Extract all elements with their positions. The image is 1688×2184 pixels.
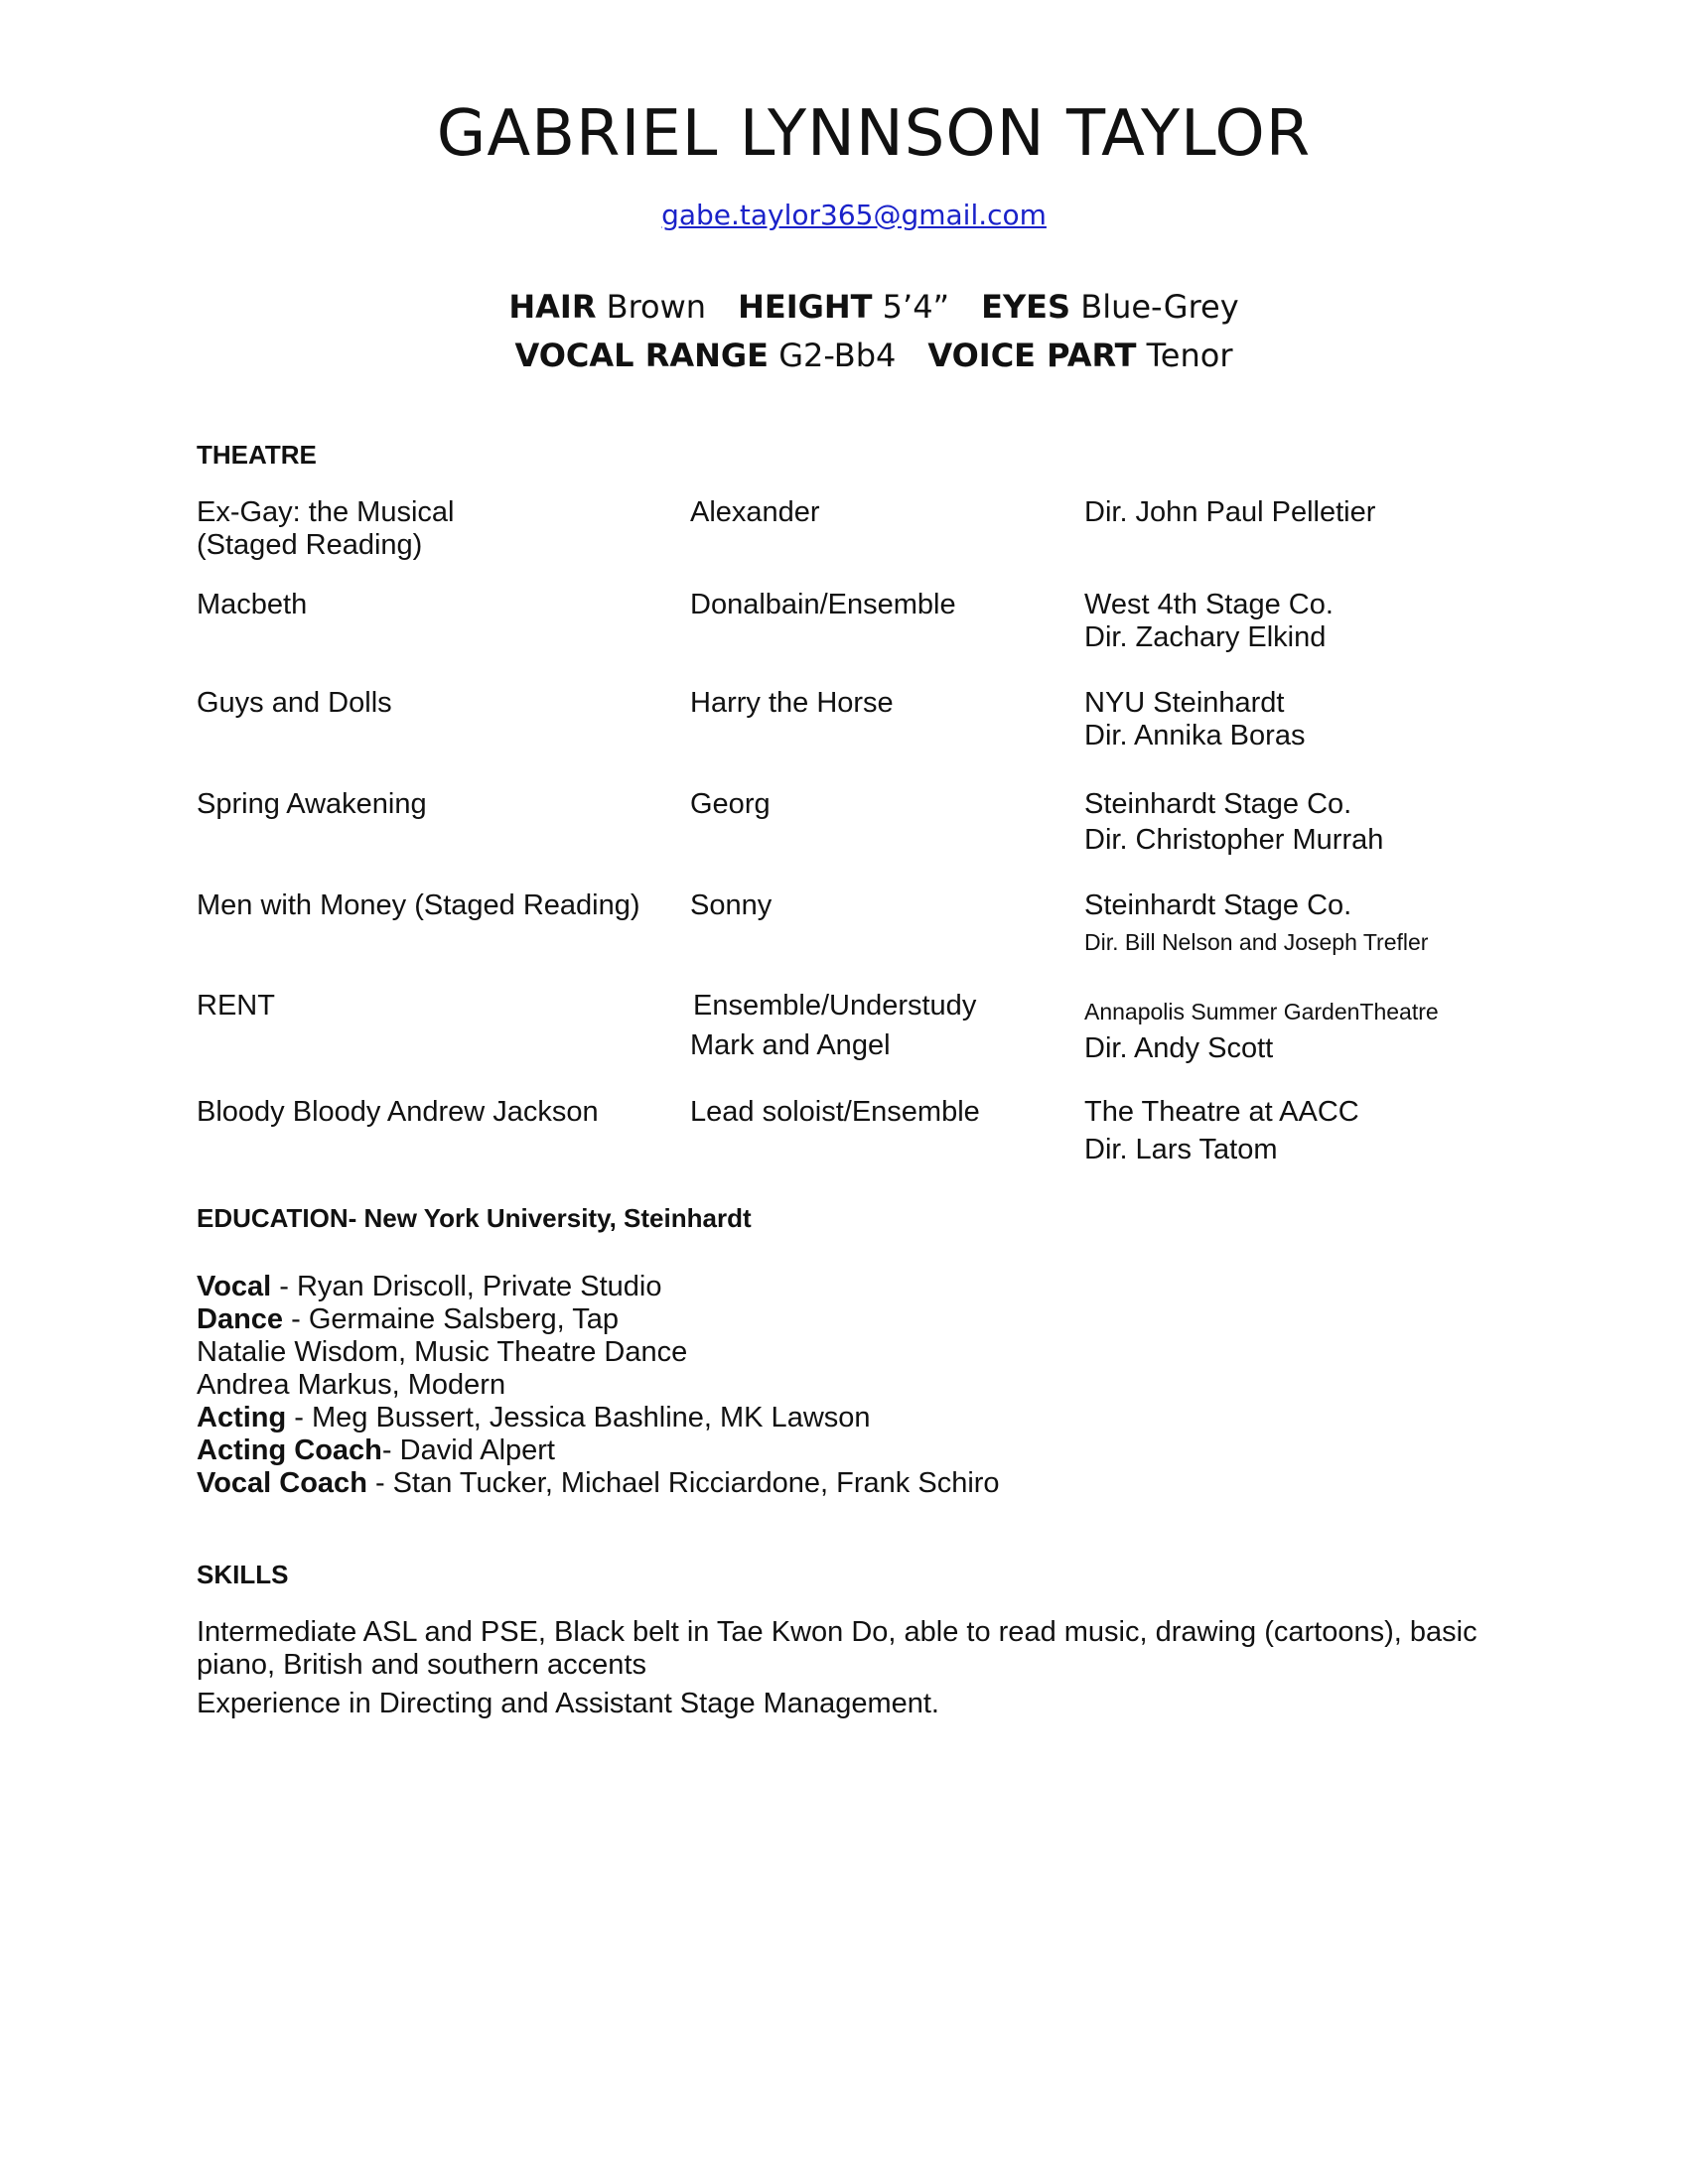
education-label: Acting Coach [197,1434,382,1466]
education-line [197,1467,1000,1500]
education-text: Natalie Wisdom, Music Theatre Dance [197,1336,688,1368]
credit-show [197,589,307,621]
education-text: - Ryan Driscoll, Private Studio [271,1271,662,1302]
education-text: Andrea Markus, Modern [197,1369,506,1401]
company-line: Steinhardt Stage Co. [1084,889,1352,921]
role-line: Sonny [690,889,773,921]
credit-company [1084,889,1428,959]
credit-show [197,1096,599,1129]
show-line: Men with Money (Staged Reading) [197,889,640,921]
skills-paragraph: Experience in Directing and Assistant Stage Management. [197,1688,939,1719]
show-line: Ex-Gay: the Musical [197,496,455,528]
eyes-label: EYES [981,288,1071,326]
role-line: Georg [690,788,771,820]
company-line: NYU Steinhardt [1084,687,1285,719]
education-line [197,1336,687,1369]
skills-heading: SKILLS [197,1560,289,1589]
company-line: The Theatre at AACC [1084,1096,1359,1128]
show-line: Guys and Dolls [197,687,392,719]
skills-paragraph: Intermediate ASL and PSE, Black belt in Tae Kwon Do, able to read music, drawing (cartoons), basic piano, British and southern accents [197,1616,1477,1681]
credit-show [197,496,454,562]
height-value: 5’4” [882,288,950,326]
vocal-range-label: VOCAL RANGE [514,337,770,374]
credit-show [197,990,275,1023]
credit-role [690,889,772,922]
credit-role [690,589,956,621]
education-line [197,1303,619,1336]
email-line [0,199,1688,231]
company-line: Steinhardt Stage Co. [1084,788,1352,820]
email-link[interactable]: gabe.taylor365@gmail.com [661,199,1047,231]
show-line: Bloody Bloody Andrew Jackson [197,1096,599,1128]
company-line: Dir. Andy Scott [1084,1032,1274,1064]
credit-company [1084,496,1375,529]
company-line: Dir. Christopher Murrah [1084,824,1384,856]
voice-part-value: Tenor [1146,337,1233,374]
role-line: Alexander [690,496,820,528]
credit-company [1084,788,1383,857]
education-line [197,1271,661,1303]
credit-role [690,687,894,720]
credit-role [690,990,976,1062]
voice-part-label: VOICE PART [927,337,1137,374]
credit-role [690,496,820,529]
company-line: Dir. Annika Boras [1084,720,1306,751]
credit-company [1084,589,1334,654]
performer-name: GABRIEL LYNNSON TAYLOR [436,97,1312,171]
physical-stats-line [0,288,1688,326]
credit-company [1084,687,1305,752]
hair-value: Brown [606,288,707,326]
credit-role [690,788,771,821]
credit-company [1084,1096,1359,1166]
show-line: RENT [197,990,275,1022]
height-label: HEIGHT [738,288,873,326]
education-line [197,1434,555,1467]
company-line: Dir. John Paul Pelletier [1084,496,1376,528]
education-label: Dance [197,1303,284,1335]
vocal-stats-line [0,337,1688,374]
education-line [197,1369,505,1402]
role-line: Donalbain/Ensemble [690,589,956,620]
vocal-range-value: G2-Bb4 [778,337,897,374]
role-line: Harry the Horse [690,687,894,719]
education-label: Vocal [197,1271,272,1302]
hair-label: HAIR [508,288,597,326]
credit-show [197,687,392,720]
role-line: Lead soloist/Ensemble [690,1096,980,1128]
show-line: Macbeth [197,589,308,620]
education-text: - Stan Tucker, Michael Ricciardone, Frank Schiro [366,1467,1000,1499]
credit-company [1084,990,1439,1065]
company-line: West 4th Stage Co. [1084,589,1334,620]
education-text: - Meg Bussert, Jessica Bashline, MK Lawson [286,1402,871,1433]
show-line: (Staged Reading) [197,529,423,561]
company-line: Dir. Lars Tatom [1084,1134,1278,1165]
credit-role [690,1096,980,1129]
credit-show [197,788,427,821]
education-heading: EDUCATION- New York University, Steinhardt [197,1203,752,1233]
eyes-value: Blue-Grey [1080,288,1239,326]
education-text: - David Alpert [381,1434,555,1466]
role-line: Mark and Angel [690,1029,891,1061]
role-line: Ensemble/Understudy [693,990,977,1022]
show-line: Spring Awakening [197,788,427,820]
education-label: Acting [197,1402,287,1433]
company-line: Annapolis Summer GardenTheatre [1084,999,1439,1024]
education-text: - Germaine Salsberg, Tap [283,1303,620,1335]
credit-show [197,889,640,922]
education-line [197,1402,871,1434]
company-line: Dir. Zachary Elkind [1084,621,1327,653]
education-label: Vocal Coach [197,1467,367,1499]
company-line: Dir. Bill Nelson and Joseph Trefler [1084,929,1429,955]
theatre-heading: THEATRE [197,440,317,470]
